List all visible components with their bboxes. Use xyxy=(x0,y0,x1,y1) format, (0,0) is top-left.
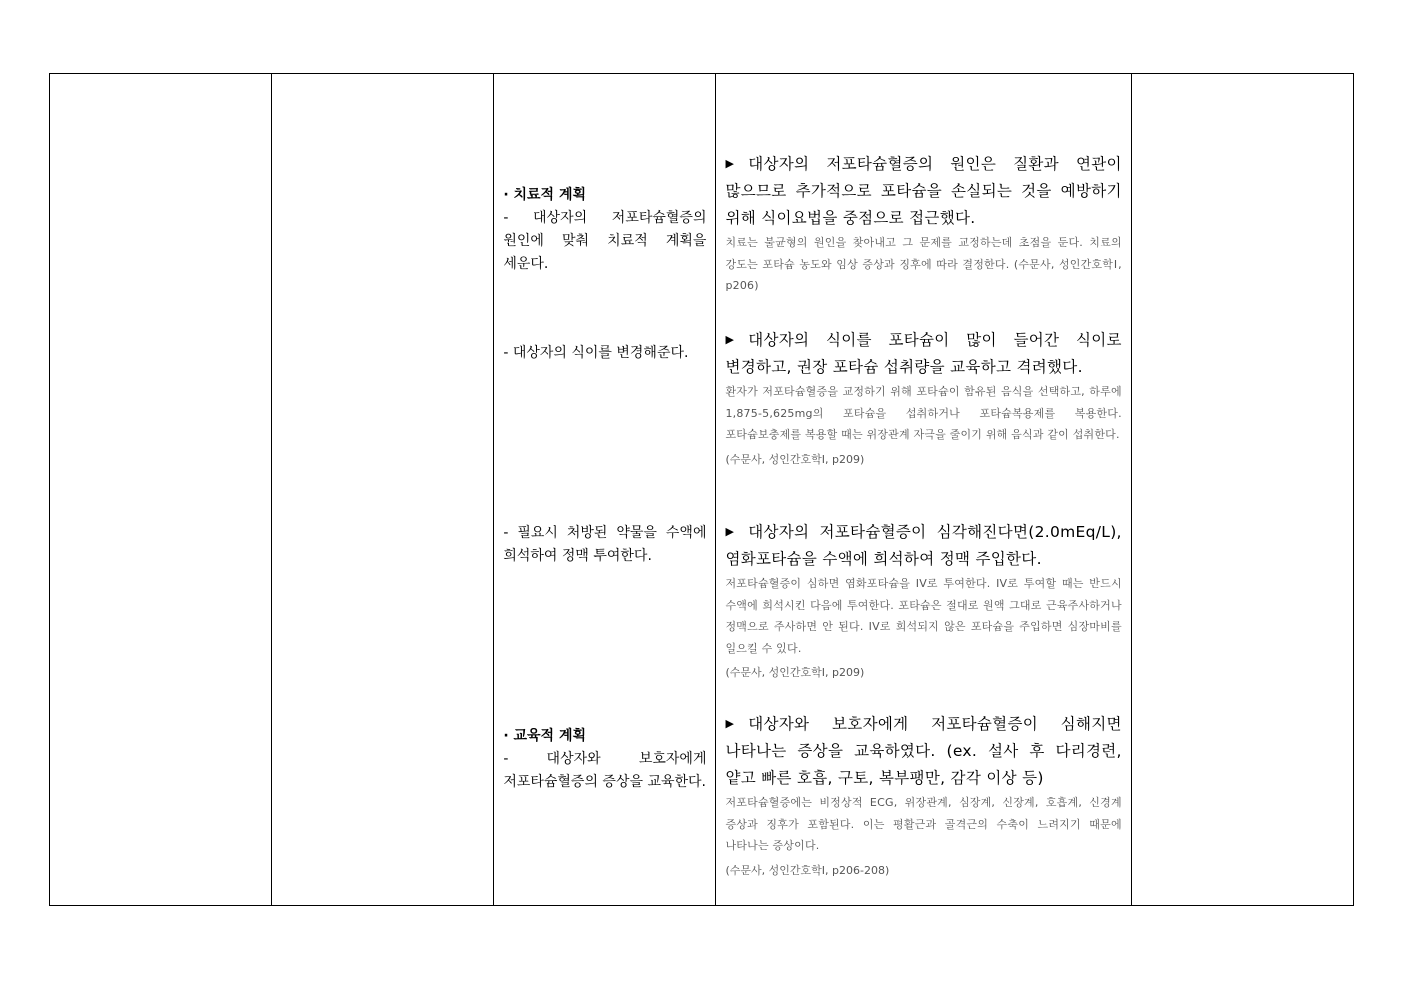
table-cell-empty-5 xyxy=(1131,74,1353,906)
rationale-main-text: ▶ 대상자의 식이를 포타슘이 많이 들어간 식이로 변경하고, 권장 포타슘 섭취량을 교육하고 격려했다. xyxy=(725,326,1121,381)
rationale-item-diet xyxy=(725,326,1121,470)
rationale-item-education xyxy=(725,710,1121,881)
plan-text: - 대상자의 저포타슘혈증의 원인에 맞춰 치료적 계획을 세운다. xyxy=(503,210,707,272)
plan-item-education xyxy=(503,725,706,794)
plan-item-diet xyxy=(503,342,706,365)
rationale-main-text: ▶ 대상자의 저포타슘혈증이 심각해진다면(2.0mEq/L), 염화포타슘을 수액에 희석하여 정맥 주입한다. xyxy=(725,518,1121,573)
plan-text: - 대상자와 보호자에게 저포타슘혈증의 증상을 교육한다. xyxy=(503,751,707,790)
rationale-item-cause xyxy=(725,150,1121,297)
rationale-main-text: ▶ 대상자의 저포타슘혈증의 원인은 질환과 연관이 많으므로 추가적으로 포타슘을 손실되는 것을 예방하기 위해 식이요법을 중점으로 접근했다. xyxy=(725,150,1121,232)
plan-item-medication xyxy=(503,522,706,568)
triangle-bullet-icon: ▶ xyxy=(725,157,735,170)
rationale-detail-text: 저포타슘혈증이 심하면 염화포타슘을 IV로 투여한다. IV로 투여할 때는 반드시 수액에 희석시킨 다음에 투여한다. 포타슘은 절대로 원액 그대로 근육주사하거나 정맥으로 주사하면 안 된다. IV로 희석되지 않은 포타슘을 주입하면 심장마비를 일으킬 수 있다. xyxy=(725,577,1122,655)
plan-item-therapeutic xyxy=(503,184,706,276)
triangle-bullet-icon: ▶ xyxy=(725,525,735,538)
plan-text: - 필요시 처방된 약물을 수액에 희석하여 정맥 투여한다. xyxy=(503,525,707,564)
rationale-detail-text: 환자가 저포타슘혈증을 교정하기 위해 포타슘이 함유된 음식을 선택하고, 하루에 1,875-5,625mg의 포타슘을 섭취하거나 포타슘복용제를 복용한다. 포타슘보충제를 복용할 때는 위장관계 자극을 줄이기 위해 음식과 같이 섭취한다. xyxy=(725,385,1122,441)
rationale-reference: (수문사, 성인간호학Ⅰ, p209) xyxy=(725,666,865,679)
rationale-reference: (수문사, 성인간호학Ⅰ, p206-208) xyxy=(725,863,890,877)
table-row xyxy=(50,74,1354,906)
plan-heading: · 교육적 계획 xyxy=(503,728,586,744)
triangle-bullet-icon: ▶ xyxy=(725,333,735,346)
plan-heading: · 치료적 계획 xyxy=(503,187,586,203)
rationale-reference: (수문사, 성인간호학Ⅰ, p209) xyxy=(725,452,865,466)
triangle-bullet-icon: ▶ xyxy=(725,717,735,730)
plan-cell xyxy=(494,74,716,906)
rationale-item-medication xyxy=(725,518,1121,684)
rationale-main-text: ▶ 대상자와 보호자에게 저포타슘혈증이 심해지면 나타나는 증상을 교육하였다. (ex. 설사 후 다리경련, 얕고 빠른 호흡, 구토, 복부팽만, 감각 이상 등) xyxy=(725,710,1121,792)
rationale-detail-text: 저포타슘혈증에는 비정상적 ECG, 위장관계, 심장계, 신장계, 호흡계, 신경계 증상과 징후가 포함된다. 이는 평활근과 골격근의 수축이 느려지기 때문에 나타나는 증상이다. xyxy=(725,796,1122,852)
table-cell-empty-2 xyxy=(272,74,494,906)
table-cell-empty-1 xyxy=(50,74,272,906)
rationale-cell xyxy=(716,74,1131,906)
plan-text: - 대상자의 식이를 변경해준다. xyxy=(503,345,689,361)
care-plan-table xyxy=(49,73,1354,906)
rationale-detail-text: 치료는 불균형의 원인을 찾아내고 그 문제를 교정하는데 초점을 둔다. 치료의 강도는 포타슘 농도와 임상 증상과 징후에 따라 결정한다. (수문사, 성인간호학Ⅰ, p206) xyxy=(725,236,1122,292)
